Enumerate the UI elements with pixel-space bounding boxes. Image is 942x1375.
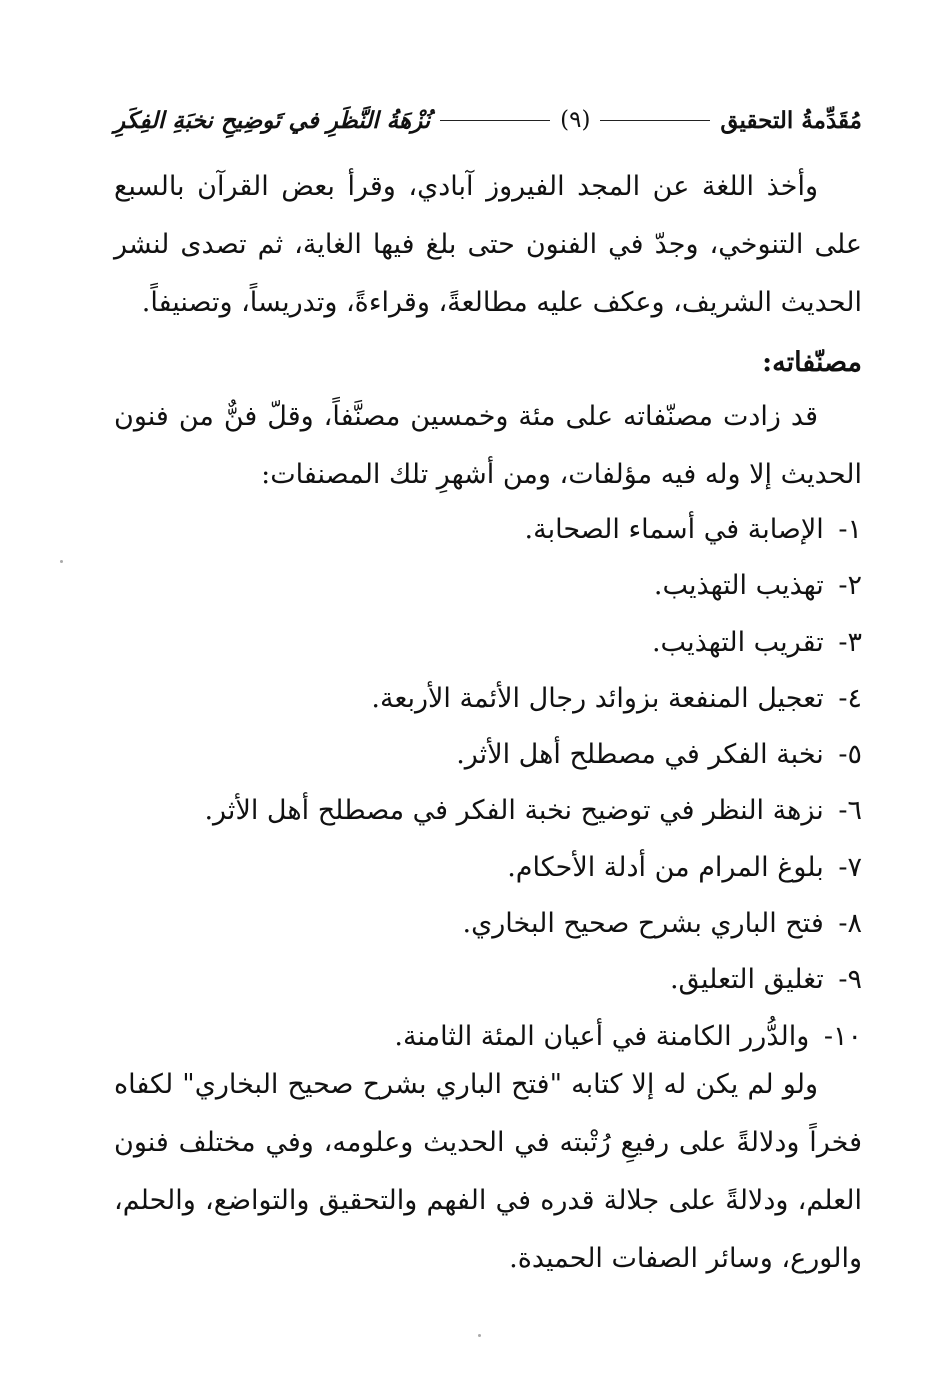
works-intro-paragraph — [114, 388, 862, 504]
section-heading: مصنّفاته: — [762, 347, 862, 378]
item-title: تغليق التعليق. — [669, 964, 824, 996]
biography-paragraph — [114, 158, 862, 332]
list-item — [114, 558, 862, 614]
item-number: ٧- — [838, 851, 862, 883]
scan-speck — [60, 560, 63, 563]
item-title: تقريب التهذيب. — [651, 626, 824, 658]
item-number: ٣- — [838, 626, 862, 658]
closing-text: ولو لم يكن له إلا كتابه "فتح الباري بشرح صحيح البخاري" لكفاه فخراً ودلالةً على رفيعِ رُتْبته في الحديث وعلومه، وفي مختلف فنون العلم، ودلالةً على جلالة قدره في الفهم والتحقيق والتواضع، والحلم، والورع، وسائر الصفات الحميدة. — [114, 1069, 862, 1274]
list-item — [114, 727, 862, 783]
list-item — [114, 671, 862, 727]
item-title: فتح الباري بشرح صحيح البخاري. — [462, 908, 824, 940]
item-number: ٢- — [838, 570, 862, 602]
item-title: الإصابة في أسماء الصحابة. — [524, 514, 824, 545]
item-number: ٥- — [838, 739, 862, 771]
item-number: ٩- — [838, 964, 862, 996]
list-item — [114, 615, 862, 671]
closing-paragraph — [114, 1056, 862, 1288]
header-book-title: نُزْهَةُ النَّظَرِ في تَوضِيحِ نخبَةِ الفِكَرِ — [113, 106, 431, 134]
biography-text: وأخذ اللغة عن المجد الفيروز آبادي، وقرأ بعض القرآن بالسبع على التنوخي، وجدّ في الفنون حتى بلغ فيها الغاية، ثم تصدى لنشر الحديث الشريف، وعكف عليه مطالعةً، وقراءةً، وتدريساً، وتصنيفاً. — [114, 171, 862, 318]
works-intro-text: قد زادت مصنّفاته على مئة وخمسين مصنَّفاً، وقلّ فنٌّ من فنون الحديث إلا وله فيه مؤلفات، ومن أشهرِ تلك المصنفات: — [114, 401, 862, 490]
list-item — [114, 952, 862, 1008]
item-number: ١- — [838, 514, 862, 545]
header-section-title: مُقَدِّمةُ التحقيق — [720, 106, 862, 134]
works-list — [114, 502, 862, 1065]
list-item — [114, 502, 862, 558]
header-rule-left — [440, 120, 550, 121]
item-title: والدُّرر الكامنة في أعيان المئة الثامنة. — [394, 1020, 810, 1052]
item-title: بلوغ المرام من أدلة الأحكام. — [507, 851, 824, 883]
page-number: (٩) — [560, 107, 591, 133]
item-number: ٤- — [838, 682, 862, 714]
item-title: تعجيل المنفعة بزوائد رجال الأئمة الأربعة. — [371, 682, 824, 714]
list-item — [114, 896, 862, 952]
item-number: ٦- — [838, 795, 862, 827]
header-rule-right — [600, 120, 710, 121]
running-header — [114, 98, 862, 142]
item-number: ١٠- — [823, 1020, 862, 1052]
item-title: نزهة النظر في توضيح نخبة الفكر في مصطلح أهل الأثر. — [204, 795, 824, 827]
item-title: تهذيب التهذيب. — [653, 570, 824, 602]
scan-speck — [478, 1334, 481, 1337]
item-number: ٨- — [838, 908, 862, 940]
list-item — [114, 783, 862, 839]
list-item — [114, 840, 862, 896]
item-title: نخبة الفكر في مصطلح أهل الأثر. — [456, 739, 824, 771]
